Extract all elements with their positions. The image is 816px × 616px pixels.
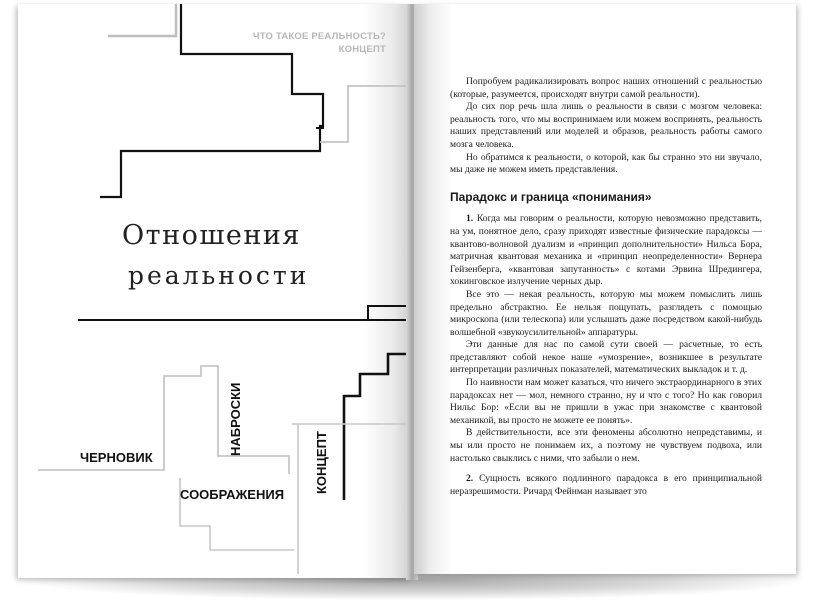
- article-body: [450, 76, 762, 498]
- label-koncept: КОНЦЕПТ: [314, 431, 329, 494]
- title-line-1: Отношения: [122, 220, 301, 251]
- header-line-1: ЧТО ТАКОЕ РЕАЛЬНОСТЬ?: [252, 31, 386, 42]
- section-heading: Парадокс и граница «понимания»: [450, 189, 652, 204]
- title-line-2: реальности: [128, 261, 310, 290]
- paragraph-number: 1.: [466, 213, 474, 225]
- paragraph: В действительности, все эти феномены абсолютно непредставимы, и мы или просто не понимаем их, а поэтому не чувствуем подвоха, или настолько свыклись с ними, что забыли о нем.: [450, 427, 762, 464]
- paragraph: Эти данные для нас по самой сути своей — расчетные, то есть представляют собой некое наше «умозрение», возникшее в результате интерпретации различных показателей, математических выкладок и т. д.: [450, 339, 762, 376]
- paragraph-2: [450, 473, 762, 498]
- paragraph: По наивности нам может казаться, что ничего экстраординарного в этих парадоксах нет — мол, немного странно, ну и что с того? Но как говорил Нильс Бор: «Если вы не пришли в ужас при знакомстве с квантовой механикой, вы просто не можете ее понять».: [450, 377, 762, 426]
- left-page: [18, 4, 410, 578]
- header-line-2: КОНЦЕПТ: [338, 44, 386, 55]
- paragraph-2-text: Сущность всякого подлинного парадокса в его принципиальной неразрешимости. Ричард Фейнман называет это: [450, 473, 762, 497]
- paragraph-1-text: Когда мы говорим о реальности, которую невозможно представить, на ум, понятное дело, сразу приходят известные физические парадоксы — квантово-волновой дуализм и «принцип дополнительности» Нильса Бора, матричная квантовая механика и «принцип неопределенности» Вернера Гейзенберга, «квантовая запутанность» с котами Эрвина Шредингера, хокинговское излучение черных дыр.: [450, 213, 762, 288]
- label-nabroski: НАБРОСКИ: [228, 382, 243, 456]
- paragraph: Все это — некая реальность, которую мы можем помыслить лишь предельно абстрактно. Ее нельзя пощупать, разглядеть с помощью микроскопа (или телескопа) или услышать даже посредством какой-нибудь волшебной «звукоусилительной» аппаратуры.: [450, 288, 762, 338]
- grey-top-step-line: [108, 4, 176, 36]
- grey-left-step-line: [38, 366, 289, 474]
- page-header: [253, 30, 386, 56]
- right-page: [414, 4, 796, 574]
- paragraph-1: [450, 213, 762, 289]
- black-right-step-line: [368, 306, 410, 320]
- intro-paragraph: Но обратимся к реальности, о которой, как бы странно это ни звучало, мы даже не можем иметь представления.: [450, 151, 762, 176]
- paragraph-number: 2.: [466, 473, 474, 485]
- grey-right-step-line: [320, 86, 410, 142]
- intro-paragraph: До сих пор речь шла лишь о реальности в связи с мозгом человека: реальность того, что мы воспринимаем или можем воспринять, реальность наших представлений или моделей и образов, реальность работы самого мозга человека.: [450, 101, 762, 150]
- chapter-title: [122, 216, 322, 296]
- label-soobrazheniya: СООБРАЖЕНИЯ: [180, 487, 285, 502]
- black-lower-step-line: [344, 354, 410, 500]
- label-chernovik: ЧЕРНОВИК: [80, 450, 153, 465]
- intro-paragraph: Попробуем радикализировать вопрос наших отношений с реальностью (которые, разумеется, происходят внутри самой реальности).: [450, 76, 762, 100]
